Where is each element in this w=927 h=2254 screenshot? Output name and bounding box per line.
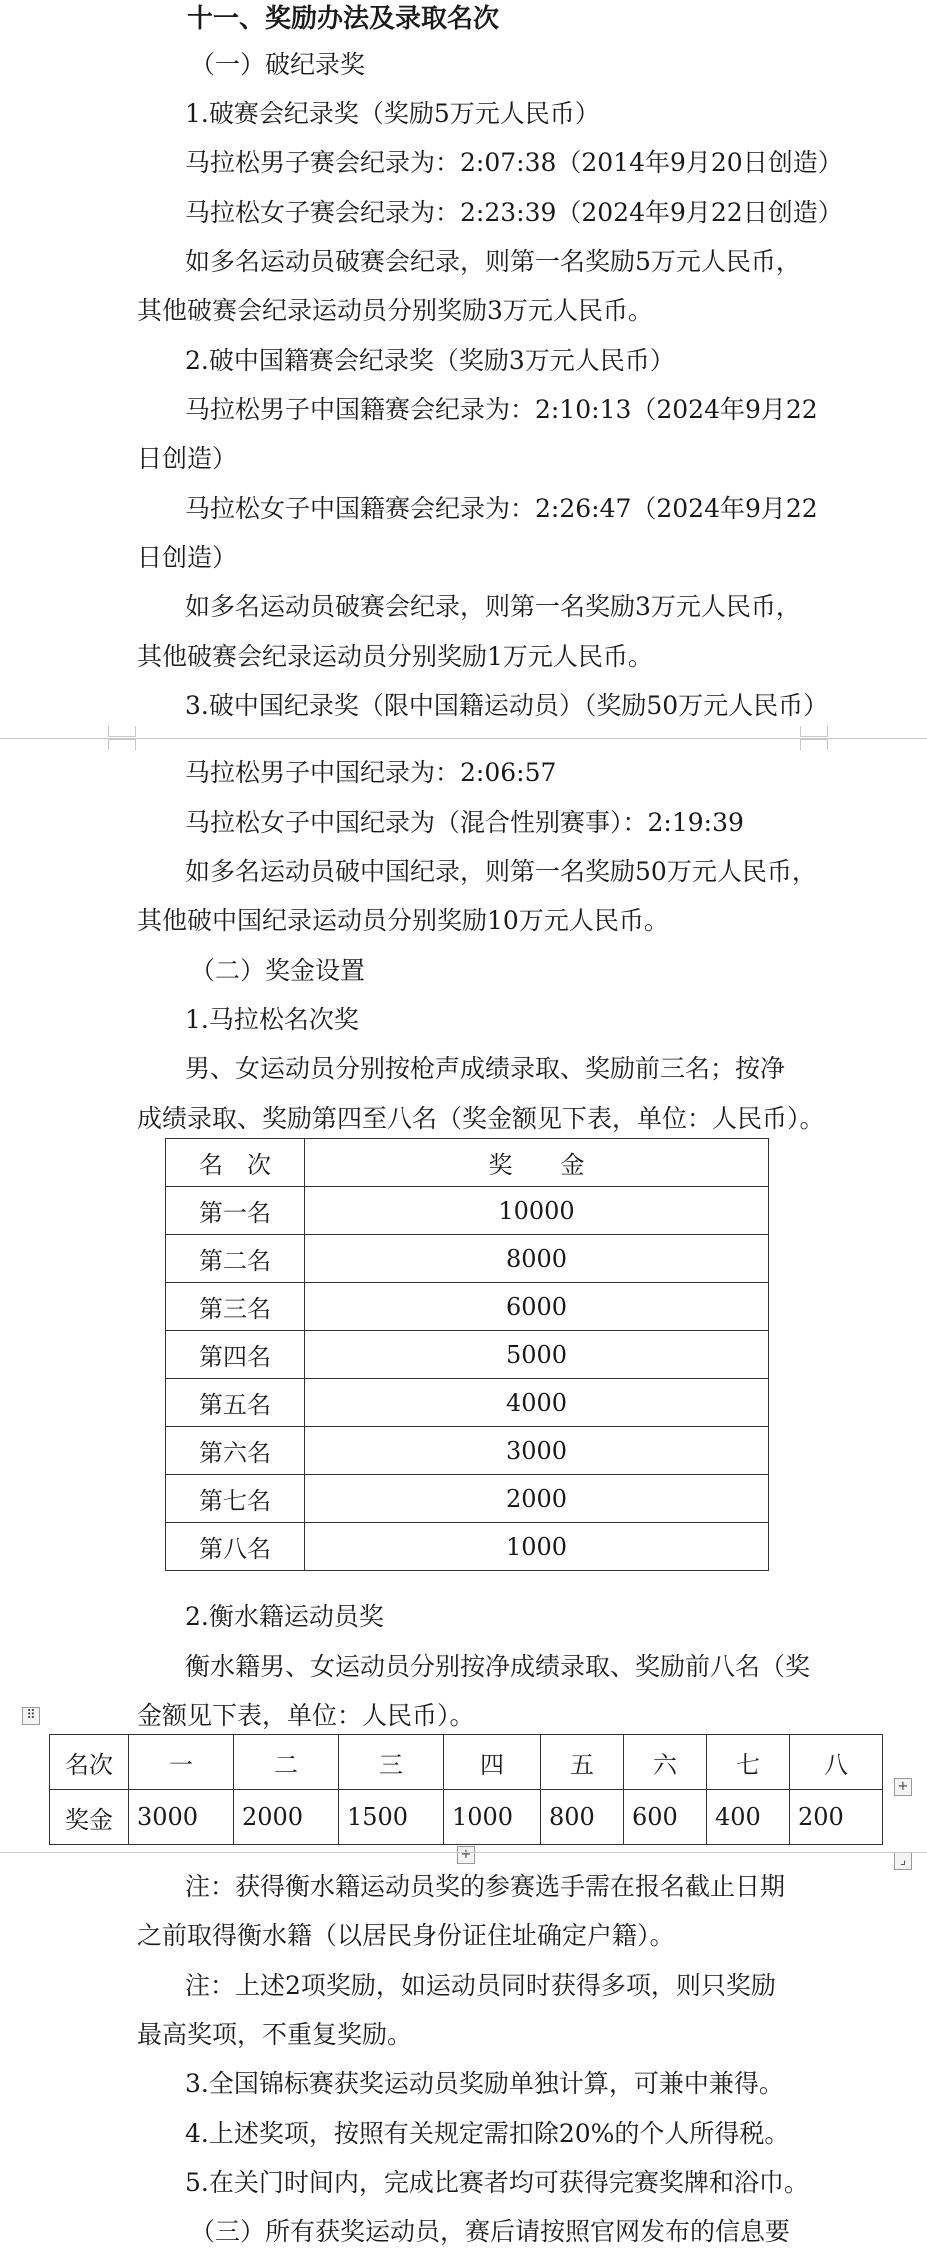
table-cell[interactable]: 1000 <box>305 1523 769 1571</box>
table-header-cell[interactable]: 三 <box>339 1735 444 1790</box>
table-header-row <box>166 1139 769 1187</box>
paragraph-line: 其他破赛会纪录运动员分别奖励3万元人民币。 <box>137 296 653 325</box>
note-line: 最高奖项，不重复奖励。 <box>137 2020 413 2049</box>
paragraph-line: 1.马拉松名次奖 <box>185 1005 359 1034</box>
table-cell[interactable]: 3000 <box>305 1427 769 1475</box>
paragraph-line: 如多名运动员破赛会纪录，则第一名奖励3万元人民币， <box>185 592 801 621</box>
table-cell[interactable]: 第七名 <box>166 1475 305 1523</box>
paragraph-line: 3.破中国纪录奖（限中国籍运动员）（奖励50万元人民币） <box>185 691 829 720</box>
table-header-cell[interactable]: 六 <box>624 1735 707 1790</box>
table-header-cell[interactable]: 八 <box>790 1735 883 1790</box>
paragraph-line: 男、女运动员分别按枪声成绩录取、奖励前三名；按净 <box>185 1054 786 1083</box>
page-corner-mark <box>800 739 828 750</box>
paragraph-line: 其他破赛会纪录运动员分别奖励1万元人民币。 <box>137 642 653 671</box>
table-header-cell[interactable]: 名次 <box>50 1735 129 1790</box>
table-row <box>166 1283 769 1331</box>
page-break <box>0 1852 927 1853</box>
paragraph-line: 日创造） <box>137 444 238 473</box>
paragraph-line: 金额见下表，单位：人民币）。 <box>137 1701 475 1730</box>
table-cell[interactable]: 6000 <box>305 1283 769 1331</box>
paragraph-line: 马拉松女子赛会纪录为：2:23:39（2024年9月22日创造） <box>185 198 843 227</box>
table-cell[interactable]: 第一名 <box>166 1187 305 1235</box>
paragraph-line: 日创造） <box>137 543 238 572</box>
table-cell[interactable]: 第六名 <box>166 1427 305 1475</box>
placement-prize-table <box>165 1138 769 1571</box>
section-heading: 十一、奖励办法及录取名次 <box>187 4 500 34</box>
table-row <box>166 1331 769 1379</box>
note-line: 注：上述2项奖励，如运动员同时获得多项，则只奖励 <box>185 1971 776 2000</box>
table-row <box>50 1790 883 1845</box>
table-cell[interactable]: 2000 <box>234 1790 339 1845</box>
paragraph-line: 如多名运动员破赛会纪录，则第一名奖励5万元人民币， <box>185 247 801 276</box>
paragraph-line: 马拉松女子中国纪录为（混合性别赛事）：2:19:39 <box>185 808 744 837</box>
paragraph-line: 3.全国锦标赛获奖运动员奖励单独计算，可兼中兼得。 <box>185 2069 784 2098</box>
page-corner-mark <box>108 726 136 737</box>
add-column-icon[interactable]: + <box>894 1778 912 1796</box>
table-cell[interactable]: 1500 <box>339 1790 444 1845</box>
subsection-heading: （三）所有获奖运动员，赛后请按照官网发布的信息要 <box>190 2217 791 2246</box>
table-header-cell[interactable]: 一 <box>129 1735 234 1790</box>
paragraph-line: 5.在关门时间内，完成比赛者均可获得完赛奖牌和浴巾。 <box>185 2168 809 2197</box>
table-header-cell[interactable]: 七 <box>707 1735 790 1790</box>
table-cell[interactable]: 400 <box>707 1790 790 1845</box>
subsection-heading: （一）破纪录奖 <box>190 50 366 79</box>
table-row <box>166 1235 769 1283</box>
table-header-cell[interactable]: 五 <box>541 1735 624 1790</box>
paragraph-line: 1.破赛会纪录奖（奖励5万元人民币） <box>185 99 600 128</box>
note-line: 之前取得衡水籍（以居民身份证住址确定户籍）。 <box>137 1921 675 1950</box>
table-header-cell[interactable]: 二 <box>234 1735 339 1790</box>
table-header-row <box>50 1735 883 1790</box>
table-header-cell[interactable]: 奖 金 <box>305 1139 769 1187</box>
table-cell[interactable]: 第八名 <box>166 1523 305 1571</box>
table-cell[interactable]: 8000 <box>305 1235 769 1283</box>
table-cell[interactable]: 200 <box>790 1790 883 1845</box>
note-line: 注：获得衡水籍运动员奖的参赛选手需在报名截止日期 <box>185 1872 786 1901</box>
hengshui-prize-table <box>49 1734 883 1845</box>
table-cell[interactable]: 10000 <box>305 1187 769 1235</box>
page-corner-mark <box>800 726 828 737</box>
paragraph-line: 如多名运动员破中国纪录，则第一名奖励50万元人民币， <box>185 857 817 886</box>
table-cell[interactable]: 第四名 <box>166 1331 305 1379</box>
paragraph-line: 马拉松女子中国籍赛会纪录为：2:26:47（2024年9月22 <box>185 494 818 523</box>
table-cell[interactable]: 2000 <box>305 1475 769 1523</box>
paragraph-line: 马拉松男子赛会纪录为：2:07:38（2014年9月20日创造） <box>185 148 843 177</box>
paragraph-line: 衡水籍男、女运动员分别按净成绩录取、奖励前八名（奖 <box>185 1652 811 1681</box>
paragraph-line: 2.破中国籍赛会纪录奖（奖励3万元人民币） <box>185 346 675 375</box>
table-row <box>166 1187 769 1235</box>
table-row <box>166 1475 769 1523</box>
table-row <box>166 1427 769 1475</box>
table-cell[interactable]: 4000 <box>305 1379 769 1427</box>
table-cell[interactable]: 5000 <box>305 1331 769 1379</box>
page-break <box>0 738 927 739</box>
table-cell[interactable]: 第三名 <box>166 1283 305 1331</box>
table-row <box>166 1379 769 1427</box>
paragraph-line: 其他破中国纪录运动员分别奖励10万元人民币。 <box>137 906 669 935</box>
add-row-icon[interactable]: + <box>457 1846 475 1864</box>
paragraph-line: 马拉松男子中国纪录为：2:06:57 <box>185 758 557 787</box>
paragraph-line: 2.衡水籍运动员奖 <box>185 1602 384 1631</box>
paragraph-line: 马拉松男子中国籍赛会纪录为：2:10:13（2024年9月22 <box>185 395 818 424</box>
table-row <box>166 1523 769 1571</box>
table-cell[interactable]: 600 <box>624 1790 707 1845</box>
table-cell[interactable]: 奖金 <box>50 1790 129 1845</box>
table-cell[interactable]: 800 <box>541 1790 624 1845</box>
paragraph-line: 4.上述奖项，按照有关规定需扣除20%的个人所得税。 <box>185 2119 790 2148</box>
paragraph-line: 成绩录取、奖励第四至八名（奖金额见下表，单位：人民币）。 <box>137 1104 825 1133</box>
table-cell[interactable]: 3000 <box>129 1790 234 1845</box>
table-resize-icon[interactable]: ⌟ <box>894 1852 912 1870</box>
table-cell[interactable]: 第五名 <box>166 1379 305 1427</box>
table-header-cell[interactable]: 名 次 <box>166 1139 305 1187</box>
table-header-cell[interactable]: 四 <box>444 1735 541 1790</box>
table-cell[interactable]: 第二名 <box>166 1235 305 1283</box>
subsection-heading: （二）奖金设置 <box>190 956 366 985</box>
table-cell[interactable]: 1000 <box>444 1790 541 1845</box>
page-corner-mark <box>108 739 136 750</box>
table-move-handle-icon[interactable]: ⠿ <box>22 1707 40 1725</box>
